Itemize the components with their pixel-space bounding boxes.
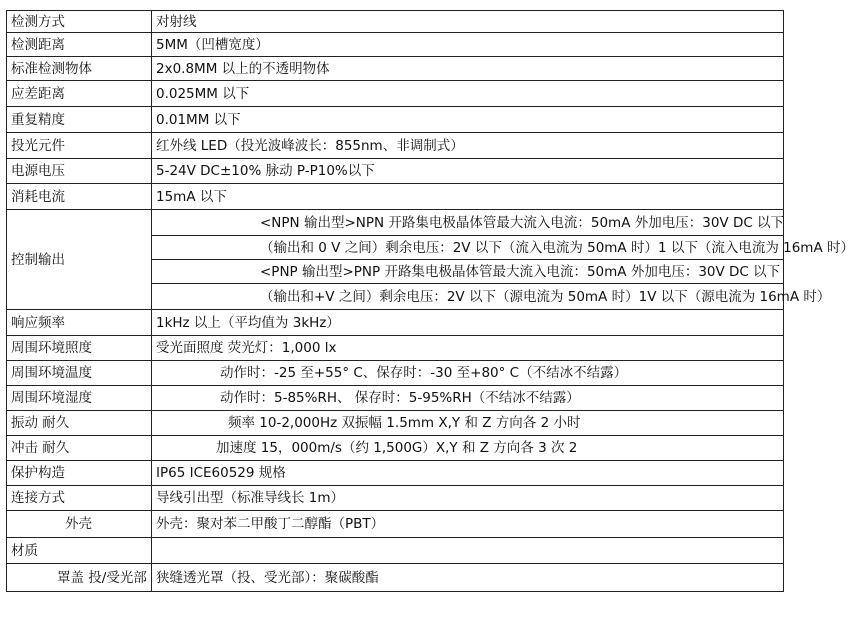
- table-row: [7, 184, 784, 210]
- row-label: 检测距离: [7, 33, 152, 57]
- table-row: [7, 81, 784, 107]
- row-label: 投光元件: [7, 133, 152, 159]
- row-label: 重复精度: [7, 107, 152, 133]
- table-row: [7, 336, 784, 361]
- row-label: 罩盖 投/受光部: [7, 564, 152, 592]
- table-row: [7, 511, 784, 538]
- row-value-line: <NPN 输出型>NPN 开路集电极晶体管最大流入电流：50mA 外加电压：30V DC 以下: [152, 210, 784, 236]
- row-label: 标准检测物体: [7, 57, 152, 81]
- row-value: [152, 538, 784, 564]
- row-value: 动作时：5-85%RH、 保存时：5-95%RH（不结冰不结露）: [152, 386, 784, 411]
- table-row: [7, 33, 784, 57]
- row-label: 周围环境湿度: [7, 386, 152, 411]
- row-value: 2x0.8MM 以上的不透明物体: [152, 57, 784, 81]
- row-value: 红外线 LED（投光波峰波长：855nm、非调制式）: [152, 133, 784, 159]
- row-value-line: <PNP 输出型>PNP 开路集电极晶体管最大流入电流：50mA 外加电压：30V DC 以下: [152, 260, 784, 284]
- table-row: [7, 461, 784, 486]
- row-label: 电源电压: [7, 159, 152, 184]
- row-value: IP65 ICE60529 规格: [152, 461, 784, 486]
- row-label: 材质: [7, 538, 152, 564]
- row-value: 1kHz 以上（平均值为 3kHz）: [152, 310, 784, 336]
- row-label: 振动 耐久: [7, 411, 152, 436]
- row-value: 狭缝透光罩（投、受光部）：聚碳酸酯: [152, 564, 784, 592]
- table-row: [7, 159, 784, 184]
- spec-table: [6, 10, 854, 592]
- table-row: [7, 57, 784, 81]
- table-row: [7, 310, 784, 336]
- row-label: 外壳: [7, 511, 152, 538]
- row-value: 动作时：-25 至+55° C、保存时：-30 至+80° C（不结冰不结露）: [152, 361, 784, 386]
- row-value: 0.01MM 以下: [152, 107, 784, 133]
- table-row: [7, 564, 784, 592]
- table-row: [7, 411, 784, 436]
- row-label: 周围环境温度: [7, 361, 152, 386]
- table-row: [7, 11, 784, 33]
- table-row: [7, 133, 784, 159]
- row-label: 控制输出: [7, 210, 152, 310]
- row-value: 外壳：聚对苯二甲酸丁二醇酯（PBT）: [152, 511, 784, 538]
- row-label: 响应频率: [7, 310, 152, 336]
- table-row: [7, 486, 784, 511]
- row-label: 应差距离: [7, 81, 152, 107]
- row-label: 检测方式: [7, 11, 152, 33]
- row-value: 对射线: [152, 11, 784, 33]
- row-value-line: （输出和+V 之间）剩余电压：2V 以下（源电流为 50mA 时）1V 以下（源电流为 16mA 时）: [152, 284, 784, 310]
- row-value: 15mA 以下: [152, 184, 784, 210]
- table-row: [7, 361, 784, 386]
- row-value: 0.025MM 以下: [152, 81, 784, 107]
- row-value-line: （输出和 0 V 之间）剩余电压：2V 以下（流入电流为 50mA 时）1 以下（流入电流为 16mA 时）: [152, 236, 784, 260]
- table-row: [7, 210, 784, 236]
- row-label: 消耗电流: [7, 184, 152, 210]
- row-value: 受光面照度 荧光灯：1,000 lx: [152, 336, 784, 361]
- table-row: [7, 386, 784, 411]
- row-value: 加速度 15，000m/s（约 1,500G）X,Y 和 Z 方向各 3 次 2: [152, 436, 784, 461]
- row-value: 5MM（凹槽宽度）: [152, 33, 784, 57]
- row-label: 保护构造: [7, 461, 152, 486]
- row-value: 导线引出型（标准导线长 1m）: [152, 486, 784, 511]
- row-label: 冲击 耐久: [7, 436, 152, 461]
- table-row: [7, 436, 784, 461]
- row-label: 周围环境照度: [7, 336, 152, 361]
- table-row: [7, 538, 784, 564]
- row-label: 连接方式: [7, 486, 152, 511]
- table-row: [7, 107, 784, 133]
- row-value: 5-24V DC±10% 脉动 P-P10%以下: [152, 159, 784, 184]
- row-value: 频率 10-2,000Hz 双振幅 1.5mm X,Y 和 Z 方向各 2 小时: [152, 411, 784, 436]
